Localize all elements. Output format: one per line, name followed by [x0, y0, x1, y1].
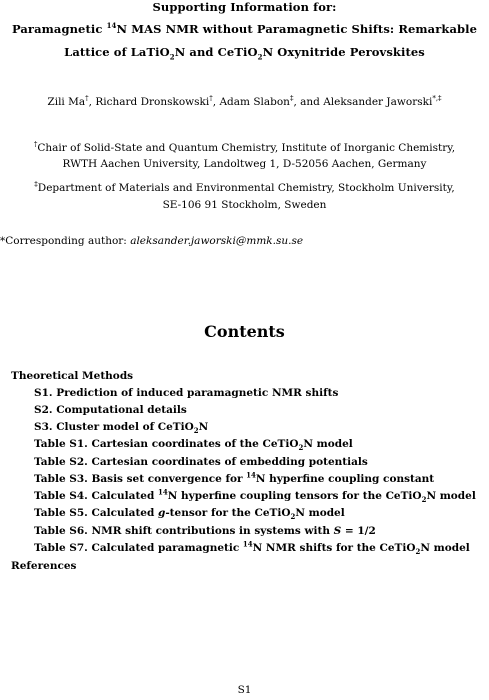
toc-s3[interactable]: S3. Cluster model of CeTiO$_2$N	[34, 421, 209, 436]
affiliation-2-line-2: SE-106 91 Stockholm, Sweden	[162, 199, 327, 211]
toc-table-s1[interactable]: Table S1. Cartesian coordinates of the CeTiO$_2$N model	[34, 438, 353, 453]
toc-s2[interactable]: S2. Computational details	[34, 404, 187, 416]
toc-table-s3[interactable]: Table S3. Basis set convergence for $^{14}$N hyperfine coupling constant	[34, 470, 435, 485]
toc-table-s2[interactable]: Table S2. Cartesian coordinates of embedding potentials	[34, 456, 368, 468]
toc-references[interactable]: References	[11, 560, 77, 572]
toc-table-s4[interactable]: Table S4. Calculated $^{14}$N hyperfine coupling tensors for the CeTiO$_2$N model	[34, 487, 476, 505]
contents-heading: Contents	[204, 322, 285, 341]
toc-table-s7[interactable]: Table S7. Calculated paramagnetic $^{14}$N NMR shifts for the CeTiO$_2$N model	[34, 539, 470, 557]
title-line-2: Paramagnetic $^{14}$N MAS NMR without Paramagnetic Shifts: Remarkable	[11, 21, 478, 36]
affiliation-2-line-1: ‡Department of Materials and Environmental Chemistry, Stockholm University,	[34, 180, 455, 194]
corresponding-author: *Corresponding author: aleksander.jaworski@mmk.su.se	[0, 235, 304, 247]
corresponding-email[interactable]: aleksander.jaworski@mmk.su.se	[130, 235, 304, 247]
title-line-3: Lattice of LaTiO$_2$N and CeTiO$_2$N Oxynitride Perovskites	[64, 45, 425, 62]
title-line-1: Supporting Information for:	[152, 0, 337, 14]
toc-table-s5[interactable]: Table S5. Calculated g-tensor for the CeTiO$_2$N model	[34, 507, 345, 522]
toc-table-s6[interactable]: Table S6. NMR shift contributions in systems with S = 1/2	[34, 525, 376, 537]
author-list: Zili Ma†, Richard Dronskowski†, Adam Slabon‡, and Aleksander Jaworski*,‡	[47, 94, 442, 108]
toc-s1[interactable]: S1. Prediction of induced paramagnetic NMR shifts	[34, 387, 339, 399]
affiliation-1-line-1: †Chair of Solid-State and Quantum Chemistry, Institute of Inorganic Chemistry,	[33, 140, 456, 154]
page-number: S1	[237, 684, 252, 696]
affiliation-1-line-2: RWTH Aachen University, Landoltweg 1, D-52056 Aachen, Germany	[62, 158, 427, 170]
toc-theoretical-methods[interactable]: Theoretical Methods	[11, 370, 134, 382]
